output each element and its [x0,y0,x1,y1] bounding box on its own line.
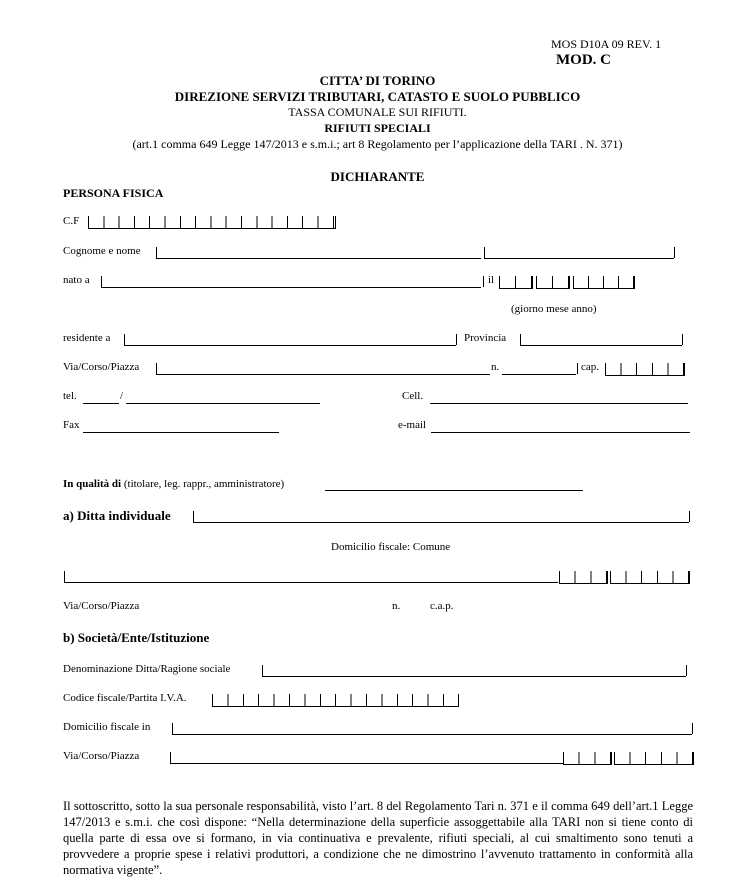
tax-title: TASSA COMUNALE SUI RIFIUTI. [288,105,467,119]
email-input[interactable] [431,432,690,433]
residente-label: residente a [63,332,111,344]
via-input[interactable] [156,374,490,375]
residente-input[interactable] [124,345,456,346]
via-label: Via/Corso/Piazza [63,361,140,373]
form-model: MOD. C [556,52,611,68]
societa-box-a[interactable] [563,752,612,765]
ditta-numero-label: n. [392,600,401,612]
provincia-label: Provincia [464,332,507,344]
direction-title: DIREZIONE SERVIZI TRIBUTARI, CATASTO E SUOLO PUBBLICO [174,89,581,104]
birth-day-input[interactable] [499,276,533,289]
societa-title: b) Società/Ente/Istituzione [63,630,210,645]
tel-label: tel. [63,390,77,402]
qualita-input[interactable] [325,490,583,491]
cognome-label: Cognome e nome [63,245,141,257]
nato-input[interactable] [101,287,481,288]
fax-input[interactable] [83,432,279,433]
tel-input[interactable] [126,403,320,404]
birth-year-input[interactable] [573,276,635,289]
codice-fiscale-input[interactable] [212,694,459,707]
societa-box-b[interactable] [614,752,694,765]
provincia-input[interactable] [520,345,682,346]
domicilio-box-b[interactable] [610,571,690,584]
ditta-via-label: Via/Corso/Piazza [63,600,140,612]
numero-label: n. [491,361,500,373]
domicilio-fiscale-label: Domicilio fiscale in [63,721,151,733]
tel-prefix-input[interactable] [83,403,119,404]
city-title: CITTA’ DI TORINO [319,73,436,88]
cognome-input[interactable] [156,258,481,259]
form-code: MOS D10A 09 REV. 1 [551,37,662,51]
ditta-input[interactable] [193,522,689,523]
il-label: il [488,274,495,286]
cf-label: C.F [63,215,80,227]
cell-input[interactable] [430,403,688,404]
codice-fiscale-label: Codice fiscale/Partita I.V.A. [63,692,187,704]
domicilio-comune-label: Domicilio fiscale: Comune [331,541,451,553]
societa-via-input[interactable] [170,763,563,764]
declaration-paragraph: Il sottoscritto, sotto la sua personale responsabilità, visto l’art. 8 del Regolamento Tari n. 371 e il comma 649 dell’art.1 Legge 147/2013 e s.m.i. che così dispone: “Nella determinazione della superficie assoggettabile alla TARI non si tiene conto di quella parte di essa ove si formano, in via continuativa e prevalente, rifiuti speciali, al cui smaltimento sono tenuti a provvedere a proprie spese i relativi produttori, a condizione che ne dimostrino l’avvenuto trattamento in conformità alla normativa vigente”. [63,799,693,877]
numero-input[interactable] [502,374,576,375]
fax-label: Fax [63,419,80,431]
waste-title: RIFIUTI SPECIALI [324,121,431,135]
birth-month-input[interactable] [536,276,570,289]
cell-label: Cell. [402,390,424,402]
section-dichiarante: DICHIARANTE [330,169,425,184]
qualita-hint: (titolare, leg. rappr., amministratore) [123,478,285,490]
cf-input[interactable] [88,216,336,229]
tel-separator: / [120,390,124,402]
law-reference: (art.1 comma 649 Legge 147/2013 e s.m.i.; art 8 Regolamento per l’applicazione della TARI . N. 371) [132,137,623,151]
qualita-label [63,478,284,490]
societa-via-label: Via/Corso/Piazza [63,750,140,762]
cap-label: cap. [581,361,600,373]
domicilio-box-a[interactable] [559,571,608,584]
section-persona-fisica: PERSONA FISICA [63,186,164,200]
email-label: e-mail [398,419,427,431]
date-format-hint: (giorno mese anno) [511,303,597,315]
denominazione-label: Denominazione Ditta/Ragione sociale [63,663,231,675]
domicilio-fiscale-input[interactable] [172,734,692,735]
ditta-cap-label: c.a.p. [430,600,454,612]
nome-input[interactable] [484,258,674,259]
nato-label: nato a [63,274,90,286]
qualita-label-text: In qualità di [63,478,122,490]
domicilio-comune-input[interactable] [64,582,558,583]
cap-input[interactable] [605,363,685,376]
ditta-individuale-title: a) Ditta individuale [63,508,171,523]
denominazione-input[interactable] [262,676,686,677]
